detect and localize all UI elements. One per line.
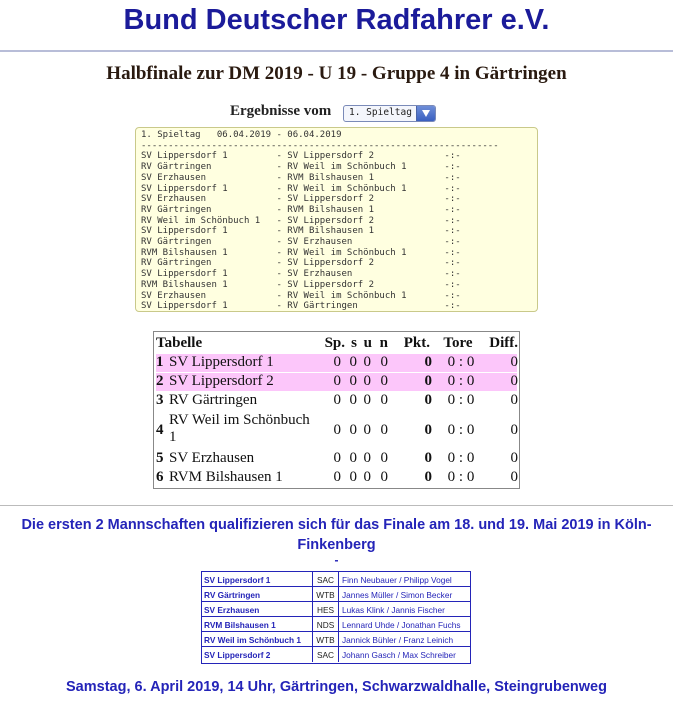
table-row (156, 392, 517, 410)
table-row (156, 450, 517, 468)
goal-diff: 0 (510, 373, 518, 389)
roster-team: RV Gärtringen (204, 590, 261, 600)
losses: 0 (380, 422, 388, 438)
roster-federation: WTB (312, 632, 339, 646)
points: 0 (424, 469, 432, 485)
goal-diff: 0 (510, 469, 518, 485)
roster-federation: NDS (312, 617, 339, 631)
list-item (202, 647, 470, 662)
rank: 5 (156, 450, 164, 466)
site-title: Bund Deutscher Radfahrer e.V. (123, 4, 550, 36)
table-row (156, 469, 517, 487)
results-label: Ergebnisse vom (230, 103, 332, 119)
roster-riders: Lukas Klink / Jannis Fischer (342, 605, 445, 615)
team-name-line2: 1 (169, 429, 177, 445)
points: 0 (424, 373, 432, 389)
wins: 0 (349, 469, 357, 485)
header-sp: Sp. (324, 335, 345, 351)
header-s: s (351, 335, 357, 351)
team-name-line1: RV Weil im Schönbuch (169, 412, 310, 428)
section-divider (0, 505, 673, 506)
goals: 0 : 0 (447, 392, 475, 408)
draws: 0 (363, 422, 371, 438)
chevron-down-icon[interactable] (416, 106, 435, 121)
fixtures-panel (135, 127, 538, 312)
matchday-select-value: 1. Spieltag (349, 107, 412, 118)
header-pkt: Pkt. (403, 335, 430, 351)
header-tore: Tore (443, 335, 473, 351)
goals: 0 : 0 (447, 450, 475, 466)
goals: 0 : 0 (447, 469, 475, 485)
team-name: RV Gärtringen (169, 392, 258, 408)
roster-federation: SAC (312, 647, 339, 662)
games-played: 0 (333, 469, 341, 485)
draws: 0 (363, 392, 371, 408)
rank: 3 (156, 392, 164, 408)
draws: 0 (363, 373, 371, 389)
wins: 0 (349, 422, 357, 438)
draws: 0 (363, 450, 371, 466)
wins: 0 (349, 392, 357, 408)
roster-team: RV Weil im Schönbuch 1 (204, 635, 301, 645)
losses: 0 (380, 354, 388, 370)
rank: 1 (156, 354, 164, 370)
roster-team: SV Lippersdorf 2 (204, 650, 271, 660)
team-name: RVM Bilshausen 1 (169, 469, 283, 485)
title-divider (0, 50, 673, 52)
roster-federation: HES (312, 602, 339, 616)
roster-team: SV Lippersdorf 1 (204, 575, 271, 585)
goal-diff: 0 (510, 392, 518, 408)
header-n: n (379, 335, 388, 351)
draws: 0 (363, 469, 371, 485)
rank: 2 (156, 373, 164, 389)
roster-riders: Johann Gasch / Max Schreiber (342, 650, 456, 660)
roster-riders: Jannick Bühler / Franz Leinich (342, 635, 454, 645)
standings-table (153, 331, 520, 489)
list-item (202, 602, 470, 617)
goals: 0 : 0 (447, 422, 475, 438)
event-info: Samstag, 6. April 2019, 14 Uhr, Gärtringen, Schwarzwaldhalle, Steingrubenweg (66, 679, 607, 695)
losses: 0 (380, 469, 388, 485)
draws: 0 (363, 354, 371, 370)
goal-diff: 0 (510, 422, 518, 438)
team-name: SV Lippersdorf 2 (169, 373, 274, 389)
roster-table (201, 571, 471, 664)
header-team: Tabelle (156, 335, 203, 351)
roster-federation: SAC (312, 572, 339, 586)
rank: 6 (156, 469, 164, 485)
team-name: SV Lippersdorf 1 (169, 354, 274, 370)
goal-diff: 0 (510, 354, 518, 370)
list-item (202, 617, 470, 632)
goal-diff: 0 (510, 450, 518, 466)
goals: 0 : 0 (447, 354, 475, 370)
points: 0 (424, 450, 432, 466)
roster-riders: Lennard Uhde / Jonathan Fuchs (342, 620, 461, 630)
list-item (202, 587, 470, 602)
roster-team: SV Erzhausen (204, 605, 260, 615)
roster-riders: Finn Neubauer / Philipp Vogel (342, 575, 452, 585)
wins: 0 (349, 450, 357, 466)
wins: 0 (349, 354, 357, 370)
qualification-note: Die ersten 2 Mannschaften qualifizieren sich für das Finale am 18. und 19. Mai 2019 in Köln-Finkenberg (21, 517, 652, 553)
games-played: 0 (333, 354, 341, 370)
list-item (202, 632, 470, 647)
losses: 0 (380, 392, 388, 408)
roster-riders: Jannes Müller / Simon Becker (342, 590, 453, 600)
games-played: 0 (333, 450, 341, 466)
goals: 0 : 0 (447, 373, 475, 389)
header-u: u (363, 335, 372, 351)
points: 0 (424, 392, 432, 408)
points: 0 (424, 354, 432, 370)
table-row (156, 373, 517, 391)
header-diff: Diff. (489, 335, 518, 351)
fixtures-list: 1. Spieltag 06.04.2019 - 06.04.2019 ------------------------------------------------------------------ SV Lippersdorf 1 - SV Lippersdorf 2 -:- RV Gärtringen - RV Weil im Schönbuch 1 -:- SV Erzhausen - RVM Bilshausen 1 -:- SV Lippersdorf 1 - RV Weil im Schönbuch 1 -:- SV Erzhausen - SV Lippersdorf 2 -:- RV Gärtringen - RVM Bilshausen 1 -:- RV Weil im Schönbuch 1 - SV Lippersdorf 2 -:- SV Lippersdorf 1 - RVM Bilshausen 1 -:- RV Gärtringen - SV Erzhausen -:- RVM Bilshausen 1 - RV Weil im Schönbuch 1 -:- RV Gärtringen - SV Lippersdorf 2 -:- SV Lippersdorf 1 - SV Erzhausen -:- RVM Bilshausen 1 - SV Lippersdorf 2 -:- SV Erzhausen - RV Weil im Schönbuch 1 -:- SV Lippersdorf 1 - RV Gärtringen -:- (141, 130, 499, 312)
points: 0 (424, 422, 432, 438)
table-row (156, 412, 517, 448)
rank: 4 (156, 422, 164, 438)
list-item (202, 572, 470, 587)
team-name: SV Erzhausen (169, 450, 255, 466)
games-played: 0 (333, 422, 341, 438)
losses: 0 (380, 450, 388, 466)
qualification-dash: - (334, 553, 339, 567)
roster-federation: WTB (312, 587, 339, 601)
table-row (156, 354, 517, 372)
roster-team: RVM Bilshausen 1 (204, 620, 276, 630)
matchday-select[interactable] (343, 105, 436, 122)
page-title: Halbfinale zur DM 2019 - U 19 - Gruppe 4 in Gärtringen (106, 63, 567, 84)
standings-header-row (156, 335, 517, 354)
wins: 0 (349, 373, 357, 389)
games-played: 0 (333, 373, 341, 389)
games-played: 0 (333, 392, 341, 408)
losses: 0 (380, 373, 388, 389)
